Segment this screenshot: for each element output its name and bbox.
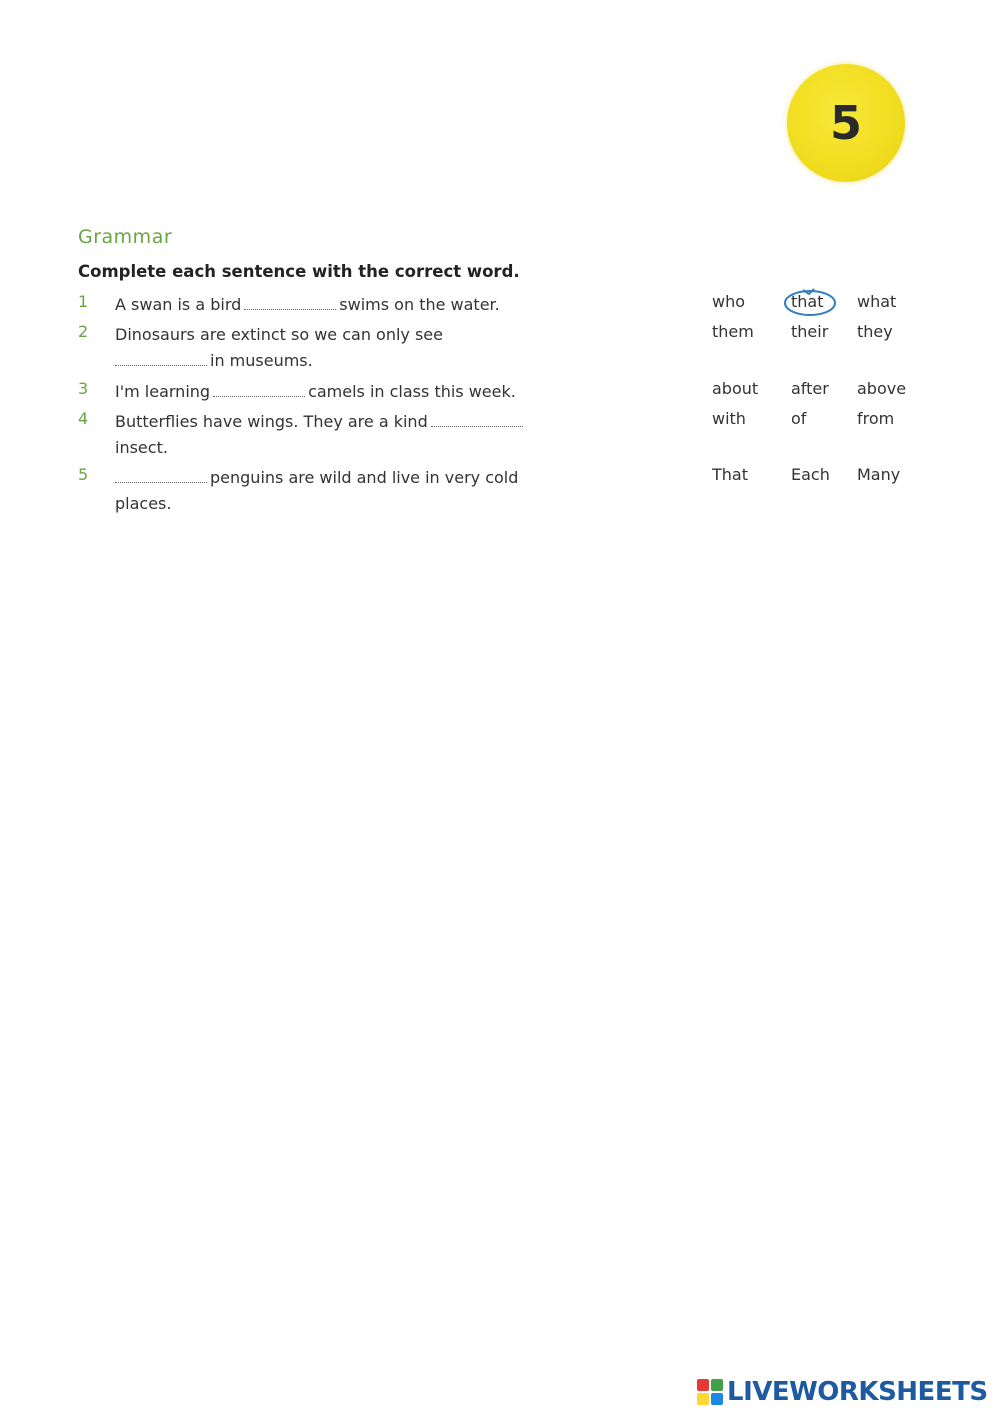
option-above[interactable]: above — [857, 379, 907, 398]
question-text — [115, 465, 535, 517]
option-with[interactable]: with — [712, 409, 746, 428]
option-who[interactable]: who — [712, 292, 746, 311]
text-after: insect. — [115, 438, 168, 457]
answer-blank[interactable] — [213, 382, 305, 397]
brand-name: LIVEWORKSHEETS — [727, 1377, 988, 1407]
question-number: 5 — [78, 465, 89, 484]
option-after[interactable]: after — [791, 379, 829, 398]
option-many[interactable]: Many — [857, 465, 901, 484]
option-each[interactable]: Each — [791, 465, 830, 484]
question-text — [115, 322, 585, 374]
text-before: A swan is a bird — [115, 295, 242, 314]
text-after: penguins are wild and live in very cold places. — [115, 468, 519, 513]
question-number: 2 — [78, 322, 89, 341]
option-that[interactable]: That — [712, 465, 748, 484]
liveworksheets-logo — [697, 1377, 988, 1407]
answer-blank[interactable] — [244, 295, 336, 310]
option-that-circled[interactable] — [791, 292, 824, 311]
circle-mark-icon — [783, 286, 837, 320]
option-from[interactable]: from — [857, 409, 895, 428]
question-number: 4 — [78, 409, 89, 428]
answer-blank[interactable] — [115, 468, 207, 483]
question-text — [115, 379, 585, 405]
unit-number: 5 — [829, 96, 862, 150]
instruction-text: Complete each sentence with the correct word. — [78, 262, 520, 281]
text-after: swims on the water. — [339, 295, 500, 314]
option-them[interactable]: them — [712, 322, 754, 341]
question-text — [115, 409, 585, 461]
option-about[interactable]: about — [712, 379, 759, 398]
question-1 — [0, 292, 1000, 314]
answer-blank[interactable] — [115, 351, 207, 366]
question-number: 1 — [78, 292, 89, 311]
option-label: that — [791, 292, 824, 311]
liveworksheets-logo-icon — [697, 1379, 723, 1405]
option-of[interactable]: of — [791, 409, 807, 428]
section-title: Grammar — [78, 226, 173, 248]
option-what[interactable]: what — [857, 292, 897, 311]
question-text — [115, 292, 585, 318]
text-before: I'm learning — [115, 382, 211, 401]
text-before: Dinosaurs are extinct so we can only see — [115, 325, 443, 344]
option-their[interactable]: their — [791, 322, 829, 341]
text-after: camels in class this week. — [308, 382, 516, 401]
text-after: in museums. — [210, 351, 313, 370]
unit-number-badge — [787, 64, 905, 182]
question-number: 3 — [78, 379, 89, 398]
option-they[interactable]: they — [857, 322, 893, 341]
text-before: Butterflies have wings. They are a kind — [115, 412, 428, 431]
answer-blank[interactable] — [431, 412, 523, 427]
